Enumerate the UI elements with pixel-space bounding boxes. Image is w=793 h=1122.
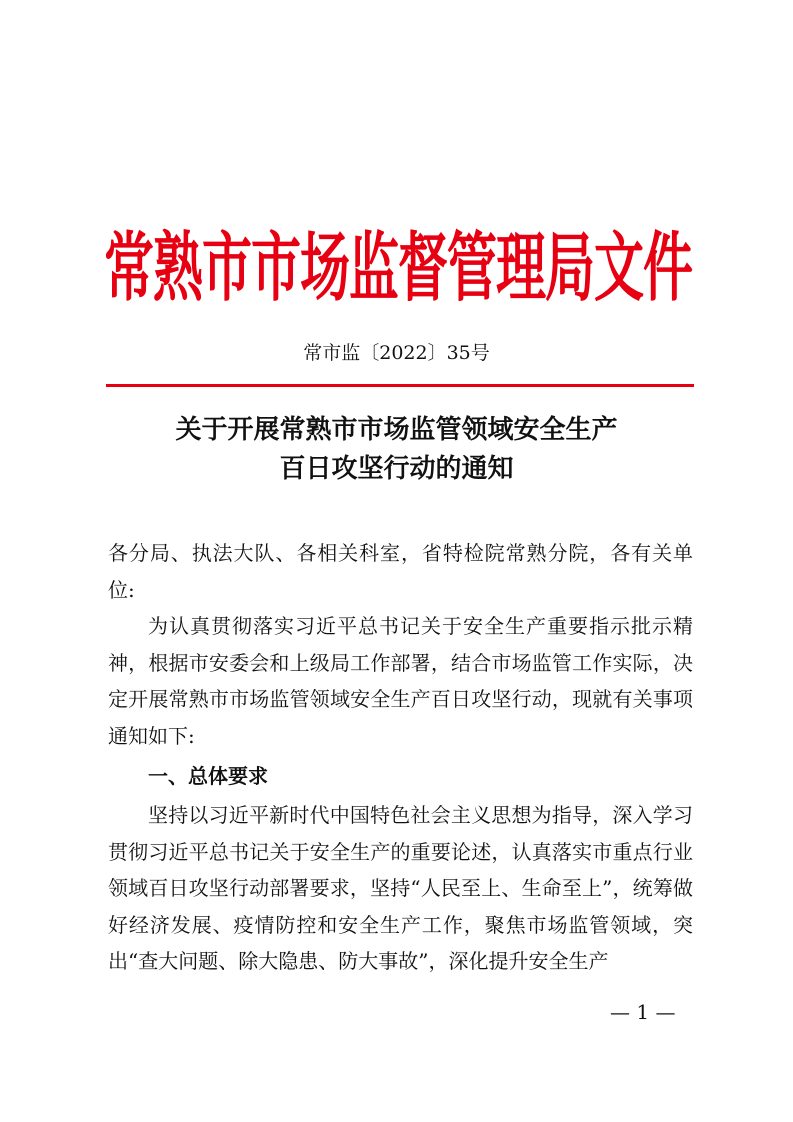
page-number: — 1 —: [610, 1000, 676, 1024]
intro-paragraph: 为认真贯彻落实习近平总书记关于安全生产重要指示批示精神，根据市安委会和上级局工作部署，结合市场监管工作实际，决定开展常熟市市场监管领域安全生产百日攻坚行动，现就有关事项通知如下:: [108, 614, 693, 748]
notice-title-line-2: 百日攻坚行动的通知: [279, 454, 514, 484]
red-divider-line: [106, 384, 694, 387]
notice-title-line-1: 关于开展常熟市市场监管领域安全生产: [175, 415, 618, 445]
document-number: 常市监〔2022〕35号: [303, 342, 490, 364]
section-heading-general-requirements: 一、总体要求: [148, 764, 268, 788]
general-requirements-paragraph: 坚持以习近平新时代中国特色社会主义思想为指导，深入学习贯彻习近平总书记关于安全生产的重要论述，认真落实市重点行业领域百日攻坚行动部署要求，坚持“人民至上、生命至上”，统筹做好经济发展、疫情防控和安全生产工作，聚焦市场监管领域，突出“查大问题、除大隐患、防大事故”，深化提升安全生产: [108, 803, 693, 973]
masthead-title: 常熟市市场监督管理局文件: [104, 223, 692, 312]
addressee-paragraph: 各分局、执法大队、各相关科室，省特检院常熟分院，各有关单位:: [108, 541, 693, 602]
